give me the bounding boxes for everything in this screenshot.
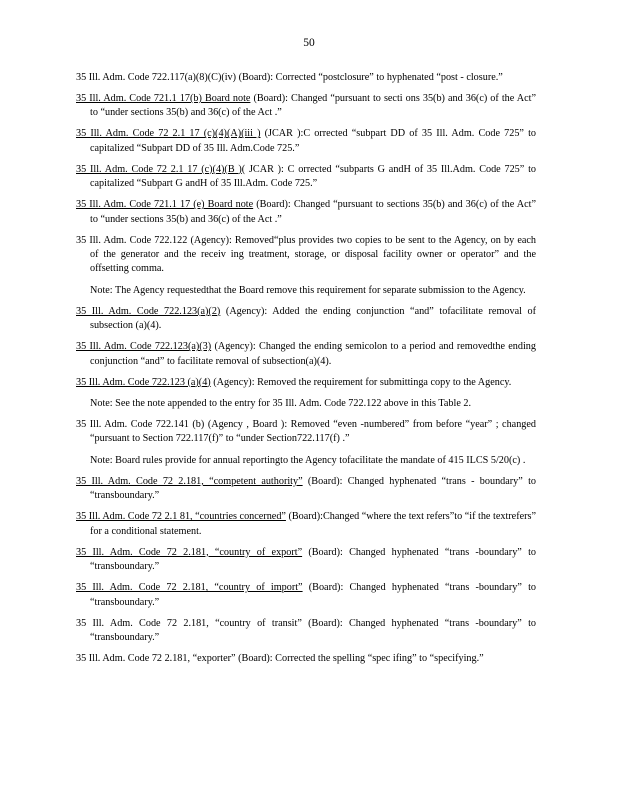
amendment-entry (76, 198, 536, 227)
entry-text: (Board): Changed “pursuant to secti ons 35(b) and 36(c) of the Act” to “under sections 35(b) and 36(c) of the Act .” (90, 93, 536, 119)
page-number: 50 (303, 37, 315, 49)
entry-citation: 35 Ill. Adm. Code 72 2.181, “exporter” (76, 652, 236, 664)
entry-citation: 35 Ill. Adm. Code 72 2.181, “country of transit” (76, 617, 302, 629)
amendment-entry (76, 71, 536, 85)
entry-citation: 35 Ill. Adm. Code 72 2.1 17 (c)(4)(A)(iii ) (76, 128, 261, 140)
entry-text: (Board): Changed hyphenated “trans -boundary” to “transboundary.” (90, 582, 536, 608)
entry-note: Note: The Agency requestedthat the Board remove this requirement for separate submission to the Agency. (90, 284, 526, 296)
amendment-entry (76, 127, 536, 156)
entry-text: (Board):Changed “where the text refers”to “if the textrefers” for a conditional statement. (90, 511, 536, 537)
entry-citation: 35 Ill. Adm. Code 721.1 17(b) Board note (76, 93, 251, 104)
entry-text: (Board): Changed hyphenated “trans -boundary” to “transboundary.” (90, 546, 536, 573)
entry-citation: 35 Ill. Adm. Code 72 2.1 81, “countries concerned” (76, 511, 286, 523)
entry-citation: 35 Ill. Adm. Code 721.1 17 (e) Board note (76, 199, 254, 211)
entry-citation: 35 Ill. Adm. Code 722.141 (b) (76, 419, 205, 431)
entry-citation: 35 Ill. Adm. Code 72 2.181, “country of import” (76, 582, 303, 594)
entry-text: (Board): Corrected “postclosure” to hyphenated “post - closure.” (236, 72, 503, 83)
amendment-entry (76, 376, 536, 412)
entry-citation: 35 Ill. Adm. Code 72 2.1 17 (c)(4)(B ) (76, 163, 242, 175)
entry-text: (Board): Changed hyphenated “trans -boundary” to “transboundary.” (90, 617, 537, 643)
entry-text: (Agency , Board ): Removed “even -numbered” from before “year” ; changed “pursuant to Section 722.117(f)” to “under Section722.117(f) .” (90, 419, 536, 445)
entry-text: (Agency): Changed the ending semicolon to a period and removedthe ending conjunction “and” to facilitate removal of subsection(a)(4). (90, 341, 536, 367)
entry-text: (JCAR ):C orrected “subpart DD of 35 Ill. Adm. Code 725” to capitalized “Subpart DD of 35 Ill. Adm.Code 725.” (90, 128, 537, 154)
entry-text: (Board): Corrected the spelling “spec ifing” to “specifying.” (235, 652, 484, 664)
entry-citation: 35 Ill. Adm. Code 722.123 (a)(4) (76, 376, 211, 388)
amendment-entry (76, 163, 536, 192)
amendment-entry (76, 475, 536, 504)
entry-citation: 35 Ill. Adm. Code 722.122 (76, 234, 188, 246)
amendment-entry (76, 617, 536, 646)
amendment-entry (76, 510, 536, 539)
entry-citation: 35 Ill. Adm. Code 722.123(a)(2) (76, 305, 221, 317)
entry-text: ( JCAR ): C orrected “subparts G andH of 35 Ill.Adm. Code 725” to capitalized “Subpart G andH of 35 Ill.Adm. Code 725.” (90, 163, 536, 190)
entry-text: (Agency): Added the ending conjunction “and” tofacilitate removal of subsection (a)(4). (90, 305, 536, 332)
entry-text: (Agency): Removed“plus provides two copies to be sent to the Agency, on by each of the generator and the receiv ing treatment, storage, or disposal facility owner or operator” and the offsetting comma. (90, 234, 536, 275)
entry-text: (Agency): Removed the requirement for submittinga copy to the Agency. (210, 376, 512, 388)
entry-citation: 35 Ill. Adm. Code 722.123(a)(3) (76, 341, 212, 353)
amendment-entry (76, 92, 536, 121)
amendment-entry (76, 340, 536, 369)
amendment-entry (76, 652, 536, 666)
entry-text: (Board): Changed hyphenated “trans - boundary” to “transboundary.” (90, 475, 537, 502)
amendment-list (76, 71, 536, 673)
entry-citation: 35 Ill. Adm. Code 722.117(a)(8)(C)(iv) (76, 72, 237, 83)
amendment-entry (76, 418, 536, 468)
entry-text: (Board): Changed “pursuant to sections 35(b) and 36(c) of the Act” to “under sections 35(b) and 36(c) of the Act .” (90, 199, 536, 225)
entry-note: Note: Board rules provide for annual reportingto the Agency tofacilitate the mandate of 415 ILCS 5/20(c) . (90, 454, 526, 466)
entry-citation: 35 Ill. Adm. Code 72 2.181, “country of export” (76, 546, 303, 558)
amendment-entry (76, 581, 536, 610)
entry-citation: 35 Ill. Adm. Code 72 2.181, “competent authority” (76, 475, 303, 487)
entry-note: Note: See the note appended to the entry for 35 Ill. Adm. Code 722.122 above in this Table 2. (90, 398, 472, 410)
amendment-entry (76, 305, 536, 334)
amendment-entry (76, 546, 536, 575)
amendment-entry (76, 234, 536, 299)
